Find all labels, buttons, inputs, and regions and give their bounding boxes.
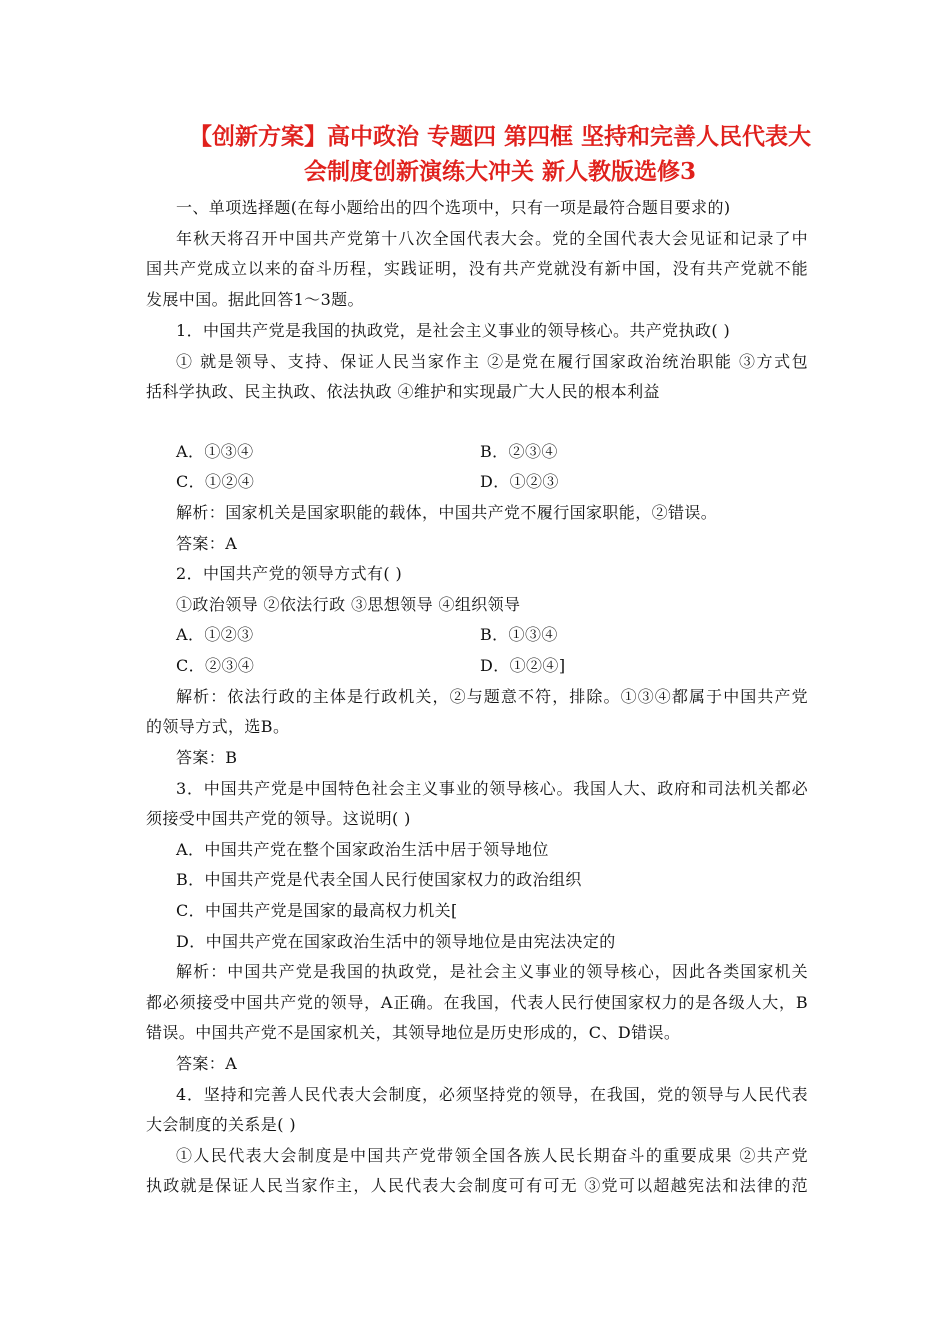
q3-analysis-line-2: 都必须接受中国共产党的领导，A正确。在我国，代表人民行使国家权力的是各级人大，B (146, 993, 808, 1012)
q4-items-line-2: 执政就是保证人民当家作主，人民代表大会制度可有可无 ③党可以超越宪法和法律的范 (146, 1176, 808, 1195)
q2-option-a: A．①②③ (176, 625, 254, 644)
q2-stem: 2．中国共产党的领导方式有( ) (176, 564, 403, 583)
q4-stem-line-1: 4．坚持和完善人民代表大会制度，必须坚持党的领导，在我国，党的领导与人民代表 (176, 1085, 808, 1104)
q1-option-a: A．①③④ (176, 442, 254, 461)
document-title-line-1: 【创新方案】高中政治 专题四 第四框 坚持和完善人民代表大 (188, 123, 812, 150)
q3-stem-line-2: 须接受中国共产党的领导。这说明( ) (146, 809, 411, 828)
q2-analysis-line-1: 解析：依法行政的主体是行政机关，②与题意不符，排除。①③④都属于中国共产党 (176, 687, 808, 706)
q1-items-line-1: ① 就是领导、支持、保证人民当家作主 ②是党在履行国家政治统治职能 ③方式包 (176, 352, 808, 371)
q1-option-c: C．①②④ (176, 472, 255, 491)
q1-stem: 1．中国共产党是我国的执政党，是社会主义事业的领导核心。共产党执政( ) (176, 321, 731, 340)
document-title-line-2: 会制度创新演练大冲关 新人教版选修3 (303, 158, 696, 185)
q1-option-d: D．①②③ (480, 472, 559, 491)
q3-analysis-line-1: 解析：中国共产党是我国的执政党，是社会主义事业的领导核心，因此各类国家机关 (176, 962, 808, 981)
intro-line-2: 国共产党成立以来的奋斗历程，实践证明，没有共产党就没有新中国，没有共产党就不能 (146, 259, 808, 278)
q4-stem-line-2: 大会制度的关系是( ) (146, 1115, 296, 1134)
section-heading: 一、单项选择题(在每小题给出的四个选项中，只有一项是最符合题目要求的) (176, 198, 731, 217)
q3-analysis-line-3: 错误。中国共产党不是国家机关，其领导地位是历史形成的，C、D错误。 (146, 1023, 681, 1042)
q2-option-d: D．①②④] (480, 656, 566, 675)
q2-option-c: C．②③④ (176, 656, 255, 675)
q3-stem-line-1: 3．中国共产党是中国特色社会主义事业的领导核心。我国人大、政府和司法机关都必 (176, 779, 808, 798)
q2-analysis-line-2: 的领导方式，选B。 (146, 717, 290, 736)
q4-items-line-1: ①人民代表大会制度是中国共产党带领全国各族人民长期奋斗的重要成果 ②共产党 (176, 1146, 808, 1165)
q1-option-b: B．②③④ (480, 442, 558, 461)
q3-option-b: B．中国共产党是代表全国人民行使国家权力的政治组织 (176, 870, 582, 889)
q1-analysis: 解析：国家机关是国家职能的载体，中国共产党不履行国家职能，②错误。 (176, 503, 718, 522)
q3-option-c: C．中国共产党是国家的最高权力机关[ (176, 901, 458, 920)
q2-option-b: B．①③④ (480, 625, 558, 644)
intro-line-3: 发展中国。据此回答1～3题。 (146, 290, 364, 309)
q2-items: ①政治领导 ②依法行政 ③思想领导 ④组织领导 (176, 595, 521, 614)
intro-line-1: 年秋天将召开中国共产党第十八次全国代表大会。党的全国代表大会见证和记录了中 (176, 229, 808, 248)
q3-option-a: A．中国共产党在整个国家政治生活中居于领导地位 (176, 840, 549, 859)
q1-answer: 答案：A (176, 534, 238, 553)
q2-answer: 答案：B (176, 748, 238, 767)
q3-option-d: D．中国共产党在国家政治生活中的领导地位是由宪法决定的 (176, 932, 616, 951)
q3-answer: 答案：A (176, 1054, 238, 1073)
q1-items-line-2: 括科学执政、民主执政、依法执政 ④维护和实现最广大人民的根本利益 (146, 382, 660, 401)
